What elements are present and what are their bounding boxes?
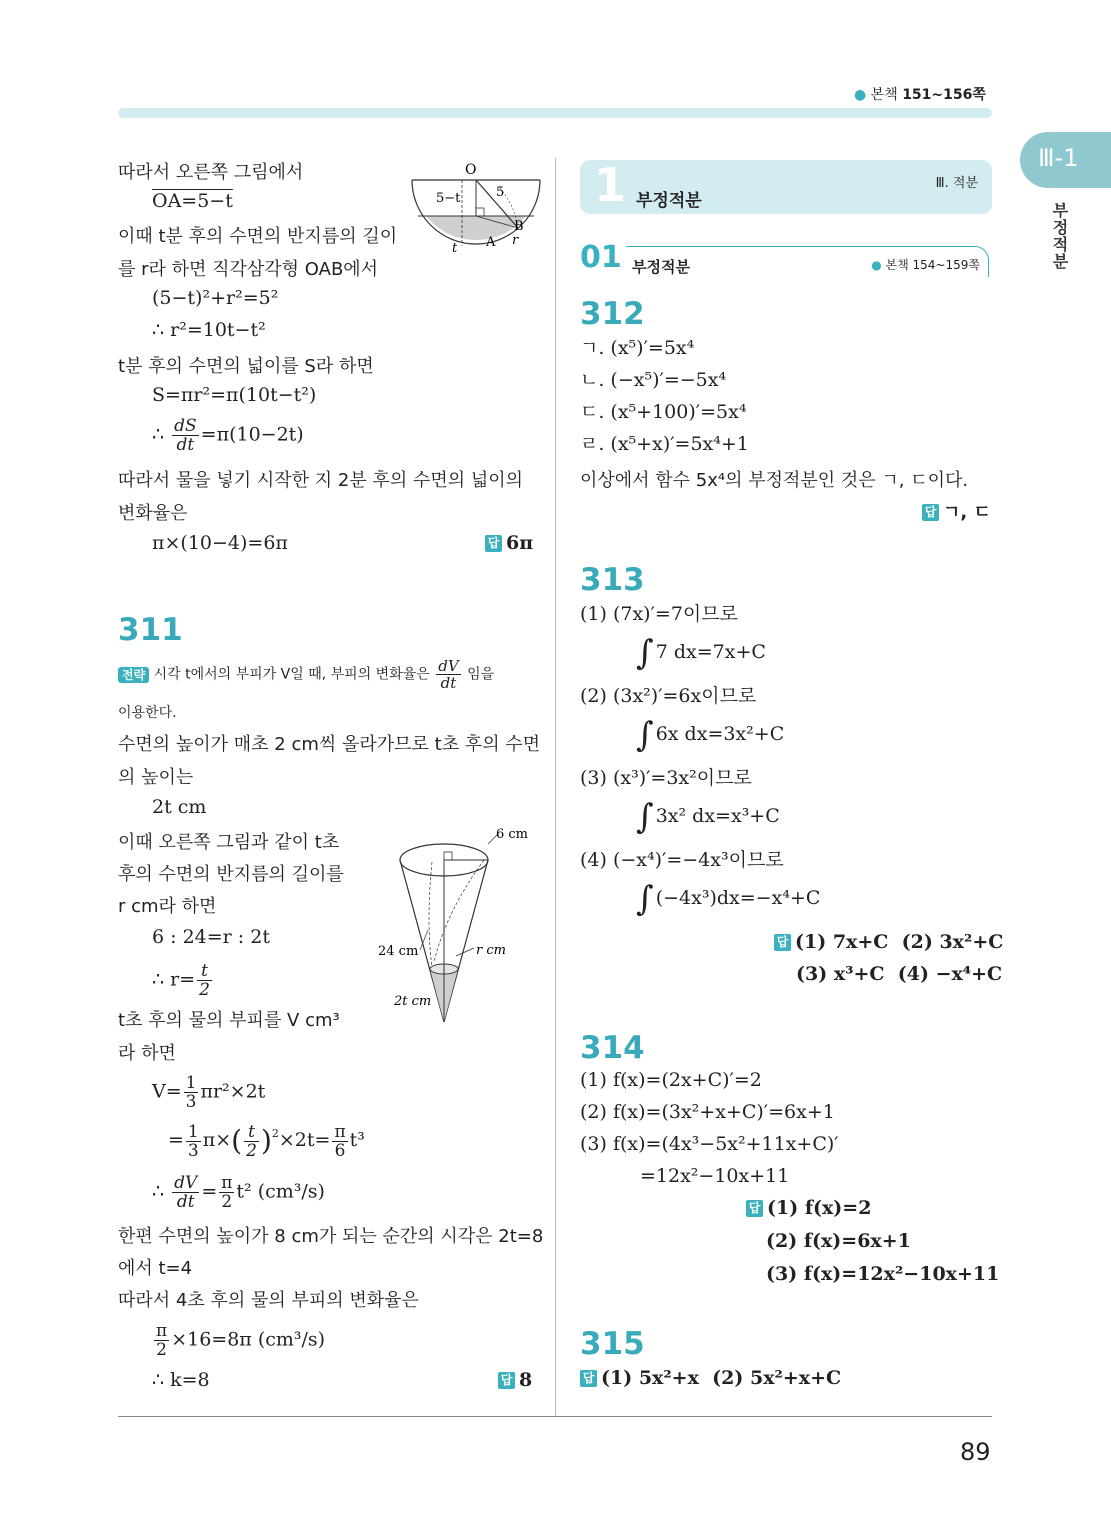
fig-label-b: B: [514, 219, 524, 234]
choice-line: ㄴ. (−x⁵)′=−5x⁴: [580, 369, 727, 391]
answer-value: (2) 3x²+C: [901, 931, 1004, 953]
answer-tag: 답: [774, 934, 791, 951]
fig-label-r: r cm: [476, 943, 506, 958]
text-line: t초 후의 물의 부피를 V cm³: [118, 1010, 340, 1031]
math-line: [152, 189, 233, 213]
text-line: 수면의 높이가 매초 2 cm씩 올라가므로 t초 후의 수면: [118, 734, 541, 755]
answer-value: (1) 7x+C: [795, 931, 889, 953]
text-line: 이때 t분 후의 수면의 반지름의 길이: [118, 226, 398, 247]
answer-value: (2) 5x²+x+C: [712, 1367, 842, 1389]
numerator: dV: [174, 1173, 198, 1193]
math-line: [152, 962, 214, 999]
choice-line: ㄱ. (x⁵)′=5x⁴: [580, 337, 695, 359]
answer: [774, 930, 1003, 954]
chapter-tab-label: Ⅲ-1: [1038, 144, 1079, 172]
numerator: π: [334, 1121, 346, 1142]
text-line: 의 높이는: [118, 767, 194, 788]
math-text: V=: [152, 1080, 182, 1103]
math-line: ∴ r²=10t−t²: [152, 319, 266, 341]
bottom-rule: [118, 1416, 992, 1417]
derivative-line: [152, 417, 304, 454]
math-line: (1) f(x)=(2x+C)′=2: [580, 1069, 762, 1091]
fraction: [184, 1074, 199, 1111]
integral-line: [636, 715, 785, 755]
math-text: ∴ r=: [152, 968, 196, 991]
answer-tag: 답: [580, 1370, 597, 1387]
denominator: 2: [199, 980, 210, 1000]
math-line: =12x²−10x+11: [640, 1165, 790, 1187]
text-line: r cm라 하면: [118, 896, 217, 917]
choice-line: ㄹ. (x⁵+x)′=5x⁴+1: [580, 433, 749, 455]
fraction: [332, 1123, 347, 1160]
cone-figure: [376, 822, 536, 1032]
math-line: (3) f(x)=(4x³−5x²+11x+C)′: [580, 1133, 839, 1155]
answer: (3) f(x)=12x²−10x+11: [766, 1263, 1000, 1285]
strategy-text: 임을: [467, 666, 495, 683]
problem-number-314: 314: [580, 1030, 645, 1066]
numerator: 1: [187, 1121, 199, 1142]
math-text: 3x² dx=x³+C: [655, 805, 780, 827]
denominator: dt: [176, 435, 195, 455]
answer-tag: 답: [485, 535, 502, 552]
math-line: 2t cm: [152, 796, 207, 818]
numerator: π: [156, 1321, 168, 1341]
subsection-underline: [626, 246, 989, 277]
subsection-header: [580, 240, 992, 276]
volume-line-2: = $\frac{1}{3}$ π×( $\frac{t}{2}$ )$^2$×2t= $\frac{\pi}{6}$ t³: [168, 1121, 365, 1161]
math-text: ×2t=: [278, 1129, 331, 1151]
integral-sign: ∫: [636, 879, 654, 919]
answer-tag: 답: [498, 1372, 515, 1389]
answer: [498, 1368, 532, 1392]
dvdt-line: [152, 1174, 325, 1211]
math-line: (4) (−x⁴)′=−4x³이므로: [580, 849, 784, 871]
answer: (2) f(x)=6x+1: [766, 1230, 911, 1252]
answer: [796, 962, 1002, 986]
fraction: [244, 1123, 259, 1160]
text-line: 후의 수면의 반지름의 길이를: [118, 864, 344, 885]
fraction: [186, 1123, 201, 1160]
therefore-sign: ∴: [152, 423, 165, 446]
answer-value: (3) x³+C: [796, 963, 885, 985]
answer: [485, 531, 533, 555]
choice-line: ㄷ. (x⁵+100)′=5x⁴: [580, 401, 747, 423]
answer: [580, 1366, 841, 1390]
fig-label-side: 24 cm: [378, 944, 419, 959]
numerator: dS: [174, 416, 197, 436]
math-text: (−4x³)dx=−x⁴+C: [655, 887, 821, 909]
denominator: 3: [185, 1092, 197, 1112]
integral-sign: ∫: [636, 633, 654, 673]
denominator: dt: [440, 674, 457, 692]
math-text: =π(10−2t): [200, 423, 304, 446]
strategy-line: 이용한다.: [118, 705, 177, 721]
integral-sign: ∫: [636, 797, 654, 837]
math-line: ∴ k=8: [152, 1369, 210, 1391]
integral-line: [636, 633, 766, 673]
strategy-line: [118, 658, 494, 691]
text-line: t분 후의 수면의 넓이를 S라 하면: [118, 356, 374, 377]
problem-number-313: 313: [580, 562, 645, 598]
answer-value: (1) 5x²+x: [601, 1367, 699, 1389]
text-line: 이때 오른쪽 그림과 같이 t초: [118, 832, 340, 853]
problem-number-311: 311: [118, 612, 183, 648]
problem-number-315: 315: [580, 1326, 645, 1362]
math-line: (2) (3x²)′=6x이므로: [580, 685, 757, 707]
bullet-icon: ●: [871, 258, 882, 272]
fig-label-five-t: 5−t: [436, 191, 461, 206]
strategy-text: 시각 t에서의 부피가 V일 때, 부피의 변화율은: [153, 666, 430, 683]
denominator: 2: [221, 1192, 233, 1212]
math-text: t³: [349, 1129, 365, 1151]
header-ref-pages: 151~156쪽: [902, 87, 986, 103]
math-line: π×(10−4)=6π: [152, 532, 288, 554]
text-line: 따라서 오른쪽 그림에서: [118, 162, 304, 183]
answer: [922, 498, 991, 524]
fraction: [172, 1174, 199, 1211]
answer-value: ㄱ, ㄷ: [943, 502, 991, 523]
section-title: 부정적분: [636, 191, 702, 211]
fig-label-t: t: [452, 241, 458, 256]
answer-value: (4) −x⁴+C: [897, 963, 1003, 985]
math-line: S=πr²=π(10t−t²): [152, 384, 317, 406]
section-header: [580, 160, 992, 214]
numerator: 1: [185, 1073, 197, 1093]
numerator: π: [221, 1173, 233, 1193]
text-line: 한편 수면의 높이가 8 cm가 되는 순간의 시각은 2t=8: [118, 1226, 544, 1247]
math-text: π×: [202, 1129, 232, 1151]
denominator: 2: [246, 1140, 257, 1161]
column-divider: [555, 158, 556, 1416]
answer-tag: 답: [746, 1200, 763, 1217]
fig-label-a: A: [486, 235, 496, 250]
numerator: t: [244, 1123, 259, 1142]
denominator: 2: [156, 1340, 167, 1360]
text-line: 따라서 물을 넣기 시작한 지 2분 후의 수면의 넓이의: [118, 470, 523, 491]
numerator: t: [197, 962, 212, 981]
math-line: (3) (x³)′=3x²이므로: [580, 767, 752, 789]
subsection-number: 01: [580, 240, 622, 275]
section-chapter: Ⅲ. 적분: [935, 176, 978, 191]
volume-line-1: [152, 1074, 265, 1111]
chapter-tab: [1020, 132, 1111, 188]
fraction: [172, 417, 199, 454]
fraction: [197, 962, 212, 999]
fig-label-top: 6 cm: [496, 827, 529, 842]
fraction: [436, 658, 460, 691]
math-text: 7 dx=7x+C: [655, 641, 766, 663]
denominator: 6: [334, 1140, 346, 1161]
oa-equation: OA=5−t: [152, 190, 233, 212]
strategy-tag: 전략: [118, 667, 149, 683]
text-line: 라 하면: [118, 1043, 176, 1064]
header-ref: [854, 84, 986, 104]
text-line: 변화율은: [118, 503, 188, 524]
semicircle-figure: [406, 158, 546, 258]
text-line: 를 r라 하면 직각삼각형 OAB에서: [118, 259, 379, 280]
answer-value: 6π: [506, 532, 534, 554]
answer-tag: 답: [922, 504, 939, 521]
integral-line: [636, 879, 821, 919]
fig-label-h: 2t cm: [394, 994, 432, 1009]
problem-number-312: 312: [580, 296, 645, 332]
integral-line: [636, 797, 780, 837]
math-text: ×16=8π (cm³/s): [171, 1328, 326, 1351]
text-line: 따라서 4초 후의 물의 부피의 변화율은: [118, 1290, 419, 1311]
math-line: [152, 1322, 325, 1359]
section-number: 1: [594, 158, 627, 212]
math-text: =: [168, 1129, 184, 1151]
math-text: πr²×2t: [200, 1080, 266, 1103]
bullet-icon: ●: [854, 87, 867, 103]
math-line: (1) (7x)′=7이므로: [580, 603, 738, 625]
fraction: [154, 1322, 169, 1359]
chapter-vertical-title: 부정적분: [1050, 202, 1069, 270]
fig-label-o: O: [465, 162, 477, 178]
fig-label-r: r: [512, 233, 519, 248]
answer: [746, 1196, 871, 1220]
subsection-title: 부정적분: [632, 258, 690, 276]
subsection-ref-text: 본책 154~159쪽: [885, 258, 980, 272]
page-number: 89: [960, 1438, 991, 1466]
numerator: dV: [438, 657, 459, 675]
math-line: (5−t)²+r²=5²: [152, 287, 279, 309]
denominator: dt: [176, 1192, 195, 1212]
fig-label-five: 5: [496, 185, 505, 200]
math-line: 6 : 24=r : 2t: [152, 926, 270, 948]
denominator: 3: [187, 1140, 199, 1161]
math-text: 6x dx=3x²+C: [655, 723, 785, 745]
answer-value: 8: [519, 1369, 533, 1391]
text-line: 이상에서 함수 5x⁴의 부정적분인 것은 ㄱ, ㄷ이다.: [580, 470, 969, 491]
text-line: 에서 t=4: [118, 1258, 193, 1279]
fraction: [219, 1174, 234, 1211]
therefore-sign: ∴: [152, 1180, 165, 1203]
math-text: =: [201, 1180, 218, 1203]
integral-sign: ∫: [636, 715, 654, 755]
answer-value: (1) f(x)=2: [767, 1197, 872, 1219]
math-text: t² (cm³/s): [236, 1180, 325, 1203]
header-ref-label: 본책: [870, 87, 898, 103]
math-line: (2) f(x)=(3x²+x+C)′=6x+1: [580, 1101, 835, 1123]
header-bar: [118, 108, 992, 118]
